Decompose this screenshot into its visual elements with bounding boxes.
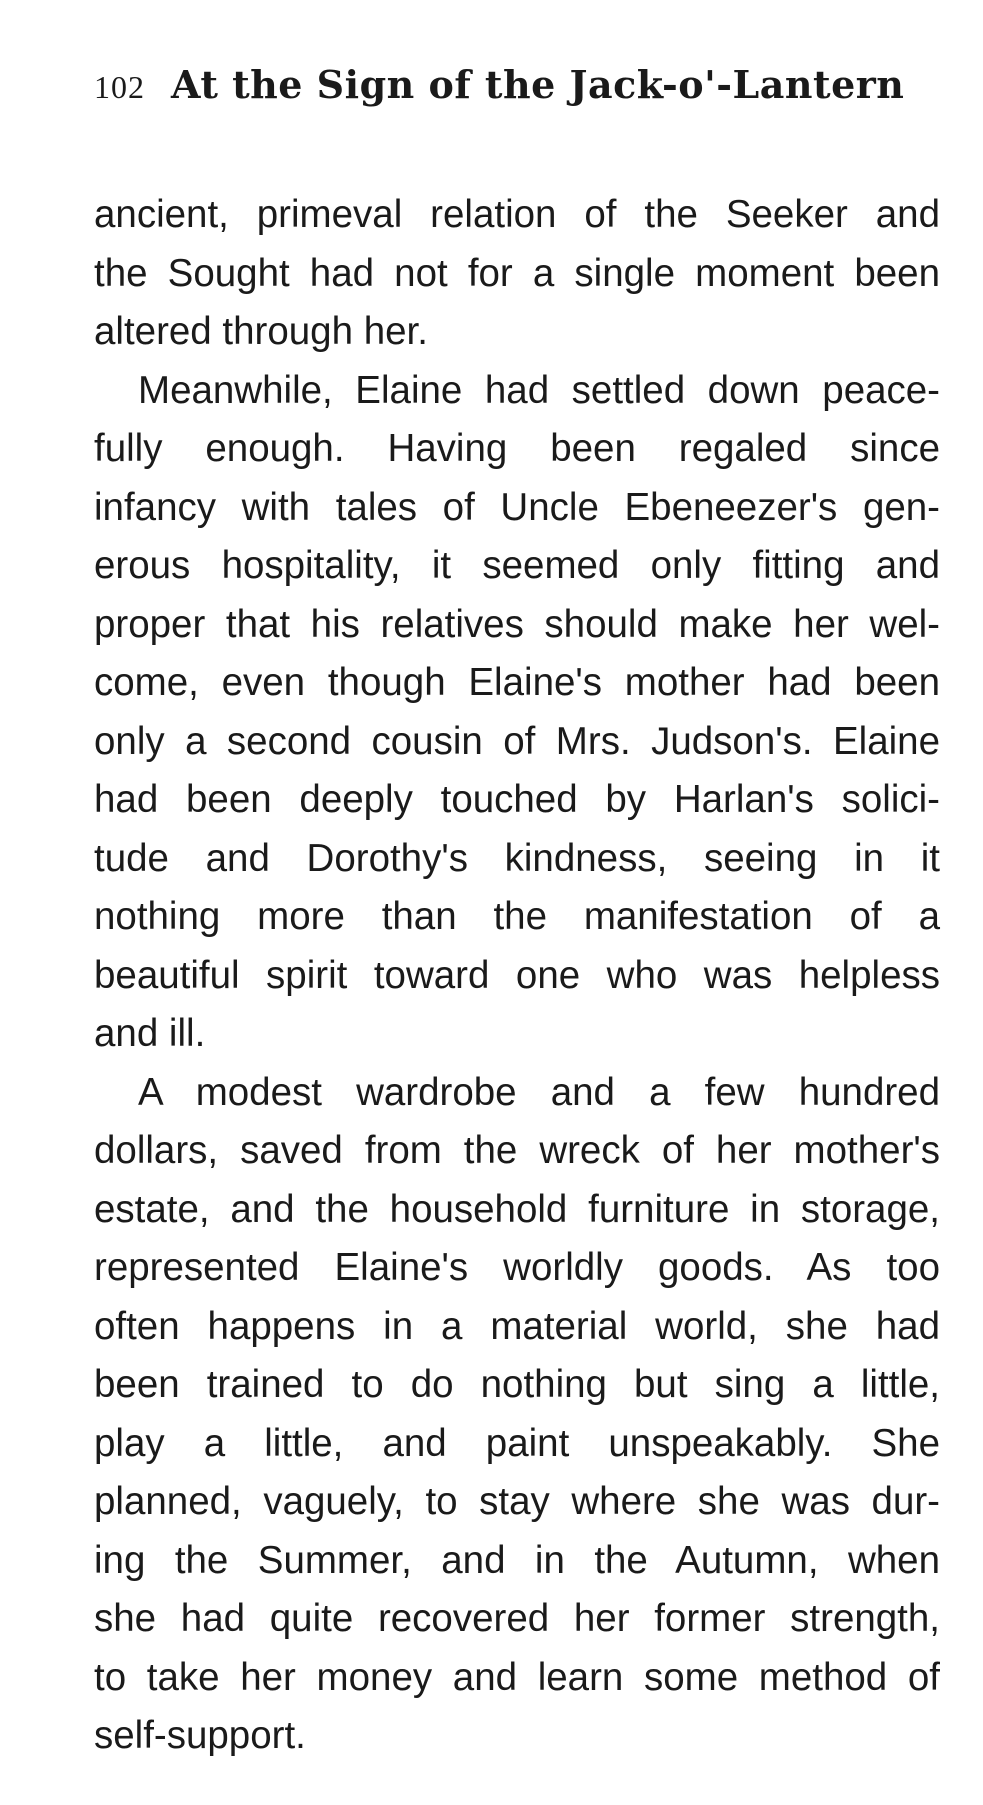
text-line: represented Elaine's worldly goods. As too (94, 1246, 940, 1289)
text-line: ancient, primeval relation of the Seeker and (94, 193, 940, 236)
text-line: Meanwhile, Elaine had settled down peace- (138, 368, 940, 412)
text-line: ing the Summer, and in the Autumn, when (94, 1538, 940, 1582)
text-line: had been deeply touched by Harlan's solici- (94, 778, 940, 821)
text-line: estate, and the household furniture in storage, (94, 1187, 940, 1231)
text-line: erous hospitality, it seemed only fitting and (94, 544, 940, 587)
text-line: proper that his relatives should make her wel- (94, 602, 940, 646)
text-line: to take her money and learn some method of (94, 1655, 940, 1699)
text-line: tude and Dorothy's kindness, seeing in it (94, 836, 940, 880)
text-line: play a little, and paint unspeakably. She (94, 1421, 940, 1465)
paragraph-2 (94, 362, 940, 1064)
text-line: altered through her. (94, 310, 428, 353)
text-line: and ill. (94, 1012, 206, 1055)
text-line: dollars, saved from the wreck of her mother's (94, 1129, 940, 1172)
text-line: often happens in a material world, she had (94, 1304, 940, 1348)
text-line: self-support. (94, 1714, 306, 1757)
text-line: the Sought had not for a single moment been (94, 251, 940, 295)
text-line: beautiful spirit toward one who was helpless (94, 953, 940, 997)
text-line: fully enough. Having been regaled since (94, 427, 940, 470)
text-line: only a second cousin of Mrs. Judson's. Elaine (94, 719, 940, 763)
text-line: she had quite recovered her former strength, (94, 1597, 940, 1640)
running-head (94, 62, 905, 122)
body-text (94, 186, 940, 1766)
text-line: A modest wardrobe and a few hundred (138, 1070, 940, 1114)
text-line: infancy with tales of Uncle Ebeneezer's gen- (94, 485, 940, 529)
text-line: come, even though Elaine's mother had been (94, 661, 940, 704)
page-number: 102 (94, 69, 145, 105)
text-line: been trained to do nothing but sing a little, (94, 1363, 940, 1406)
running-title: At the Sign of the Jack-o'-Lantern (171, 62, 905, 107)
paragraph-1 (94, 186, 940, 362)
text-line: planned, vaguely, to stay where she was dur- (94, 1480, 940, 1523)
text-line: nothing more than the manifestation of a (94, 895, 940, 938)
paragraph-3 (94, 1064, 940, 1766)
